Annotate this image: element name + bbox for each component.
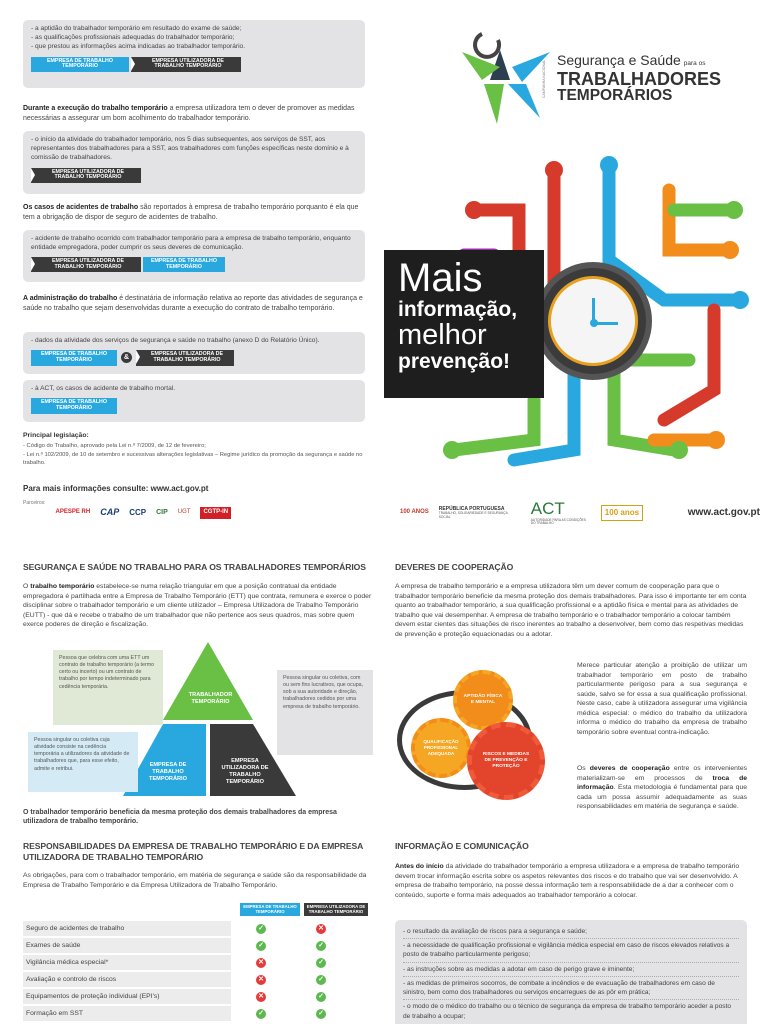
info-box-3 <box>23 230 365 282</box>
legislation-line-2: - Lei n.º 102/2009, de 10 de setembro e sucessivas alterações legislativas – Regime jurídico da promoção da segurança e saúde no trabalho. <box>23 451 363 466</box>
headline-informacao: informação, <box>398 298 518 321</box>
table-cell-eutt <box>291 972 351 987</box>
table-cell-eutt <box>291 955 351 970</box>
brand-title <box>557 52 757 104</box>
info-list-5: - o modo de o médico do trabalho ou o técnico de segurança da empresa de trabalho temporário aceder a posto de trabalho a ocupar; <box>403 1003 732 1020</box>
sec3-title: DEVERES DE COOPERAÇÃO <box>395 562 514 572</box>
info-list-1: - o resultado da avaliação de riscos para a segurança e saúde; <box>403 928 588 935</box>
ampersand-icon: & <box>121 352 132 363</box>
tag-ett-4: EMPRESA DE TRABALHO TEMPORÁRIO <box>31 350 117 366</box>
check-icon: ✓ <box>316 958 326 968</box>
table-cell-ett <box>231 1006 291 1021</box>
info-list-box <box>395 920 747 1024</box>
table-row <box>23 1006 351 1021</box>
cross-icon: ✕ <box>256 975 266 985</box>
table-row <box>23 921 351 936</box>
cover-url[interactable]: www.act.gov.pt <box>687 506 760 518</box>
para-accidents: Os casos de acidentes de trabalho são reportados à empresa de trabalho temporário porquanto é ela que tem a obrigação de dispor de seguro de acidentes de trabalho. <box>23 204 359 221</box>
tag-ett-5: EMPRESA DE TRABALHO TEMPORÁRIO <box>31 398 117 414</box>
headline-box <box>384 250 544 398</box>
sec3-paragraph-1: A empresa de trabalho temporário e a empresa utilizadora têm um dever comum de cooperação para que o trabalhador temporário beneficie da mesma proteção dos demais trabalhadores. Para isso é importante ter em conta quanto ao trabalhador temporário, a sua qualificação profissional e a aptidão física e mental para as atividades de trabalho que vai desempenhar. A empresa de trabalho temporário e o trabalhador temporário a colocar também devem estar cientes das situações de risco inerentes ao trabalho a desenvolver, bem como das respetivas medidas de prevenção e proteção equacionadas ou a adotar. <box>395 583 747 638</box>
logo-cgtp: CGTP-IN <box>200 507 231 519</box>
table-row-label: Equipamentos de proteção individual (EPI's) <box>23 989 231 1004</box>
info-list-3: - as instruções sobre as medidas a adotar em caso de perigo grave e iminente; <box>403 965 635 973</box>
tri-box-ett: Pessoa singular ou coletiva cuja atividade consiste na cedência temporária a utilizadores da atividade de trabalhadores que, para esse efeito, admite e retribui. <box>28 732 138 792</box>
gear-aptidao: APTIDÃO FÍSICA E MENTAL <box>453 670 513 730</box>
table-cell-eutt <box>291 938 351 953</box>
tri-label-top: TRABALHADOR TEMPORÁRIO <box>188 692 233 705</box>
info-box-4 <box>23 332 365 374</box>
sec1-title: SEGURANÇA E SAÚDE NO TRABALHO PARA OS TRABALHADORES TEMPORÁRIOS <box>23 562 366 572</box>
cross-icon: ✕ <box>256 992 266 1002</box>
sec3-paragraph-2: Merece particular atenção a proibição de utilizar um trabalhador temporário em posto de trabalho particularmente perigoso para a sua segurança e saúde, salvo se for essa a sua qualificação profissional. Neste caso, cabe à utilizadora assegurar uma vigilância médica especial: o médico do trabalho da utilizadora informa o médico do trabalho da empresa de trabalho temporário sobre eventual contra-indicação. <box>577 662 747 736</box>
table-row-label: Formação em SST <box>23 1006 231 1021</box>
tag-eutt-2: EMPRESA UTILIZADORA DE TRABALHO TEMPORÁRIO <box>31 168 141 184</box>
table-cell-eutt <box>291 921 351 936</box>
box4-text: - dados da atividade dos serviços de segurança e saúde no trabalho (anexo D do Relatório Único). <box>31 337 320 344</box>
table-header-ett: EMPRESA DE TRABALHO TEMPORÁRIO <box>240 903 300 916</box>
gear-qualificacao: QUALIFICAÇÃO PROFISSIONAL ADEQUADA <box>411 718 471 778</box>
table-header-eutt: EMPRESA UTILIZADORA DE TRABALHO TEMPORÁRIO <box>304 903 368 916</box>
tag-ett: EMPRESA DE TRABALHO TEMPORÁRIO <box>31 57 129 73</box>
cross-icon: ✕ <box>256 958 266 968</box>
tri-box-worker: Pessoa que celebra com uma ETT um contrato de trabalho temporário (a termo certo ou incerto) ou um contrato de trabalho por tempo indeterminado para cedência temporária. <box>53 650 163 725</box>
sec2-title: RESPONSABILIDADES DA EMPRESA DE TRABALHO TEMPORÁRIO E DA EMPRESA UTILIZADORA DE TRABALHO TEMPORÁRIO <box>23 841 363 862</box>
table-row <box>23 972 351 987</box>
table-body <box>23 919 351 1023</box>
campaign-logo-icon <box>452 22 552 132</box>
table-row-label: Exames de saúde <box>23 938 231 953</box>
box1-line-3: - que prestou as informações acima indicadas ao trabalhador temporário. <box>31 42 246 50</box>
campaign-vertical-label: CAMPANHA NACIONAL <box>542 59 546 98</box>
check-icon: ✓ <box>316 975 326 985</box>
logo-act: ACT AUTORIDADE PARA AS CONDIÇÕES DO TRABALHO <box>530 499 586 526</box>
more-info-link[interactable]: Para mais informações consulte: www.act.gov.pt <box>23 484 209 493</box>
check-icon: ✓ <box>316 992 326 1002</box>
tag-ett-3: EMPRESA DE TRABALHO TEMPORÁRIO <box>143 257 225 273</box>
check-icon: ✓ <box>256 941 266 951</box>
info-list-2: - a necessidade de qualificação profissional e vigilância médica especial em caso de riscos elevados relativos a posto de trabalho particularmente perigoso; <box>403 942 730 959</box>
clock-icon <box>534 262 652 380</box>
gears-diagram <box>393 660 563 830</box>
box3-text: - acidente de trabalho ocorrido com trabalhador temporário para a empresa de trabalho temporário, enquanto entidade empregadora, poder cumprir os seus deveres de comunicação. <box>31 235 351 251</box>
info-box-5 <box>23 380 365 422</box>
tri-label-left: EMPRESA DE TRABALHO TEMPORÁRIO <box>149 762 187 782</box>
headline-mais: Mais <box>398 256 483 300</box>
box2-text: - o início da atividade do trabalhador temporário, nos 5 dias subsequentes, aos serviços de SST, aos representantes dos trabalhadores para a SST, aos trabalhadores com funções específicas neste domínio e à comissão de trabalhadores. <box>31 136 349 161</box>
cross-icon: ✕ <box>316 924 326 934</box>
para-execution: Durante a execução do trabalho temporário a empresa utilizadora tem o dever de promover as medidas necessárias a assegurar um bom acolhimento do trabalhador temporário. <box>23 105 355 122</box>
headline-melhor: melhor <box>398 319 487 352</box>
check-icon: ✓ <box>316 941 326 951</box>
sec4-title: INFORMAÇÃO E COMUNICAÇÃO <box>395 841 529 851</box>
brand-para: para os <box>683 60 706 67</box>
check-icon: ✓ <box>256 1009 266 1019</box>
logo-100-anos: 100 ANOS <box>400 509 429 516</box>
sec1-conclusion: O trabalhador temporário beneficia da mesma proteção dos demais trabalhadores da empresa utilizadora de trabalho temporário. <box>23 809 337 826</box>
table-row-label: Seguro de acidentes de trabalho <box>23 921 231 936</box>
legislation-line-1: - Código do Trabalho, aprovado pela Lei n.º 7/2009, de 12 de fevereiro; <box>23 443 206 450</box>
partners-label: Parceiros: <box>23 500 46 506</box>
check-icon: ✓ <box>256 924 266 934</box>
logo-ugt: UGT <box>177 509 191 516</box>
logo-apespe: APESPE RH <box>55 509 91 516</box>
table-row-label: Avaliação e controlo de riscos <box>23 972 231 987</box>
table-row <box>23 955 351 970</box>
responsibility-table <box>23 903 373 1023</box>
sec3-paragraph-3: Os deveres de cooperação entre os intervenientes materializam-se em processos de troca de informação. Esta metodologia é fundamental para que cada um possa assumir adequadamente as suas responsabilidades em matéria de segurança e saúde. <box>577 765 748 811</box>
logo-cip: CIP <box>156 508 168 516</box>
check-icon: ✓ <box>316 1009 326 1019</box>
tri-box-eutt: Pessoa singular ou coletiva, com ou sem fins lucrativos, que ocupa, sob a sua autoridade e direção, trabalhadores cedidos por uma empresa de trabalho temporário. <box>277 670 373 755</box>
headline-prevencao: prevenção! <box>398 350 511 374</box>
table-cell-eutt <box>291 1006 351 1021</box>
table-cell-ett <box>231 972 291 987</box>
table-row-label: Vigilância médica especial* <box>23 955 231 970</box>
para-administration: A administração do trabalho é destinatária de informação relativa ao reporte das atividades de segurança e saúde no trabalho que sejam desenvolvidas durante a execução do contrato de trabalho temporário. <box>23 295 363 312</box>
tag-eutt: EMPRESA UTILIZADORA DE TRABALHO TEMPORÁRIO <box>131 57 241 73</box>
partners-row <box>23 500 368 526</box>
sec2-intro: As obrigações, para com o trabalhador temporário, em matéria de segurança e saúde são da responsabilidade da Empresa de Trabalho Temporário e da Empresa Utilizadora de Trabalho Temporário. <box>23 872 367 889</box>
info-list-4: - as medidas de primeiros socorros, de combate a incêndios e de evacuação de trabalhadores em caso de sinistro, bem como dos trabalhadores ou serviços encarregues de as pôr em prática; <box>403 979 715 997</box>
table-cell-eutt <box>291 989 351 1004</box>
box1-line-2: - as qualificações profissionais adequadas do trabalhador temporário; <box>31 33 235 41</box>
logo-100-anos-gold: 100 anos <box>601 505 643 521</box>
table-row <box>23 938 351 953</box>
box1-line-1: - a aptidão do trabalhador temporário em resultado do exame de saúde; <box>31 25 242 32</box>
sec4-paragraph: Antes do início da atividade do trabalhador temporário a empresa utilizadora e a empresa de trabalho temporário devem trocar informação escrita sobre os aspetos relevantes dos riscos e do trabalho que vai ser desenvolvido. A empresa de trabalho temporário, na posse dessa informação tem a responsabilidade de a dar a conhecer com o conteúdo, suporte e forma mais adequados ao trabalhador temporário a colocar. <box>395 863 740 899</box>
cover-logos <box>400 498 760 528</box>
logo-republica: REPÚBLICA PORTUGUESA TRABALHO, SOLIDARIEDADE E SEGURANÇA SOCIAL <box>438 505 508 519</box>
gear-riscos: RISCOS E MEDIDAS DE PREVENÇÃO E PROTEÇÃO <box>467 722 545 800</box>
info-box-2 <box>23 131 365 194</box>
table-cell-ett <box>231 921 291 936</box>
brand-line-3: TEMPORÁRIOS <box>557 86 673 104</box>
legislation-block <box>23 432 368 467</box>
info-box-1 <box>23 20 365 88</box>
tag-eutt-3: EMPRESA UTILIZADORA DE TRABALHO TEMPORÁRIO <box>31 257 141 273</box>
tag-eutt-4: EMPRESA UTILIZADORA DE TRABALHO TEMPORÁRIO <box>136 350 234 366</box>
box5-text: - à ACT, os casos de acidente de trabalho mortal. <box>31 385 176 392</box>
legislation-title: Principal legislação: <box>23 432 89 439</box>
logo-ccp: CCP <box>129 508 147 517</box>
table-row <box>23 989 351 1004</box>
logo-cap: CAP <box>100 507 120 518</box>
sec1-paragraph: O trabalho temporário estabelece-se numa relação triangular em que a posição contratual da entidade empregadora é partilhada entre a Empresa de Trabalho Temporário (ETT) que contrata, remunera e exerce o poder disciplinar sobre o trabalhador temporário e um cliente utilizador – Empresa Utilizadora de Trabalho Temporário (EUTT) - que dá e recebe o trabalho de um trabalhador que não pertence aos seus quadros, mas sobre quem exerce poderes de direção e fiscalização. <box>23 583 372 629</box>
table-cell-ett <box>231 955 291 970</box>
table-cell-ett <box>231 938 291 953</box>
cover <box>384 0 768 540</box>
brand-line-2: TRABALHADORES <box>557 68 721 89</box>
table-cell-ett <box>231 989 291 1004</box>
brand-line-1: Segurança e Saúde <box>557 52 681 68</box>
triangle-diagram <box>23 640 373 800</box>
tri-label-right: EMPRESA UTILIZADORA DE TRABALHO TEMPORÁRIO <box>221 758 269 785</box>
